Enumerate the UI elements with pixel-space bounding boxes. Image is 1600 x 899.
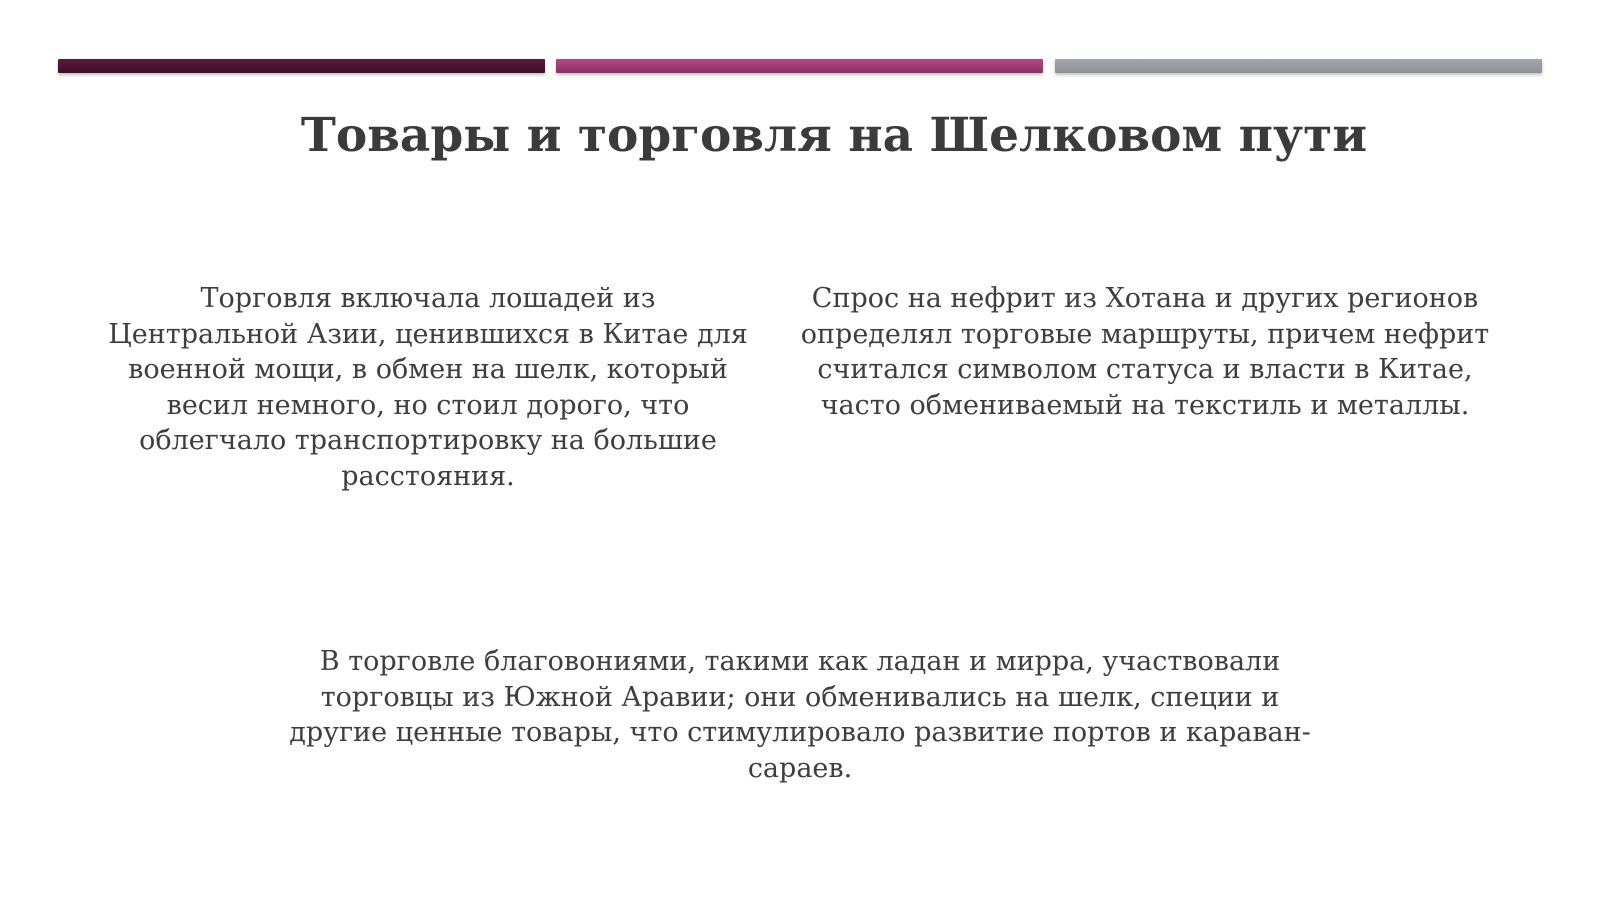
slide-title: Товары и торговля на Шелковом пути [300,108,1368,163]
title-container [0,108,1600,163]
accent-bar-gray [1055,59,1542,73]
accent-bar-dark-plum [58,59,545,73]
paragraph-jade-trade: Спрос на нефрит из Хотана и других регионов определял торговые маршруты, причем нефрит считался символом статуса и власти в Китае, часто обмениваемый на текстиль и металлы. [800,283,1490,421]
paragraph-incense-trade: В торговле благовониями, такими как ладан и мирра, участвовали торговцы из Южной Аравии; они обменивались на шелк, специи и другие ценные товары, что стимулировало развитие портов и караван-сараев. [289,646,1311,784]
paragraph-horses-trade: Торговля включала лошадей из Центральной Азии, ценившихся в Китае для военной мощи, в обмен на шелк, который весил немного, но стоил дорого, что облегчало транспортировку на большие расстояния. [108,283,748,492]
accent-bar-magenta [556,59,1043,73]
